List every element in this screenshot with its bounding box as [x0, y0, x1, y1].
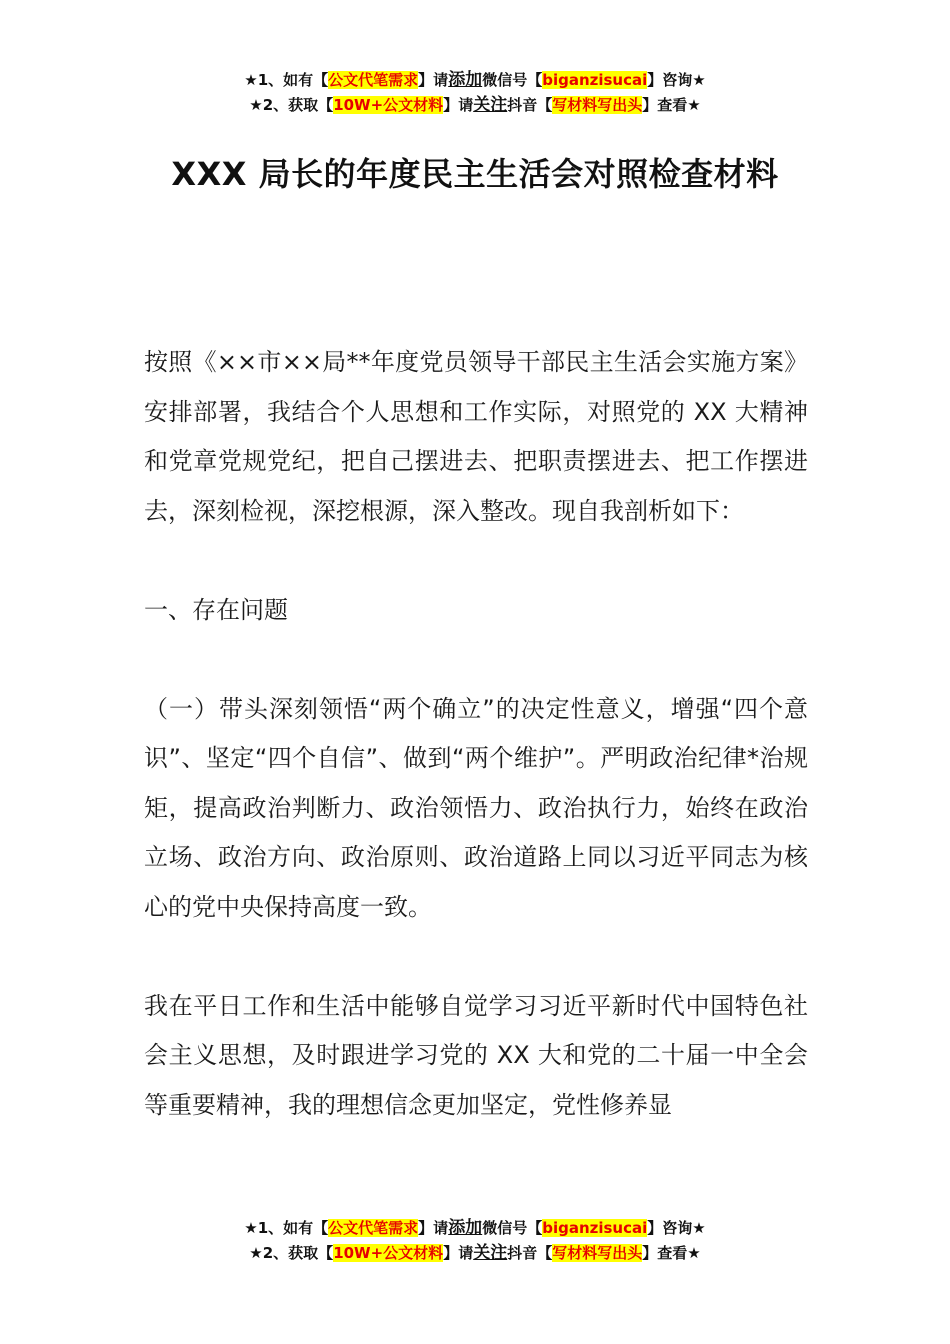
paragraph-item-1: （一）带头深刻领悟“两个确立”的决定性意义，增强“四个意识”、坚定“四个自信”、做到“两个维护”。严明政治纪律*治规矩，提高政治判断力、政治领悟力、政治执行力，始终在政治立场、政治方向、政治原则、政治道路上同以习近平同志为核心的党中央保持高度一致。	[144, 694, 808, 921]
footer-line-2-highlight-materials: 10W+公文材料	[333, 1244, 444, 1262]
notice-line-1	[0, 68, 950, 93]
paragraph-intro: 按照《××市××局**年度党员领导干部民主生活会实施方案》安排部署，我结合个人思想和工作实际，对照党的 XX 大精神和党章党规党纪，把自己摆进去、把职责摆进去、把工作摆进去，深刻检视，深挖根源，深入整改。现自我剖析如下：	[144, 348, 808, 525]
footer-line-2-highlight-douyin: 写材料写出头	[552, 1244, 643, 1262]
footer-line-2-suffix: 】查看★	[642, 1244, 701, 1262]
notice-line-2-emphasis: 关注	[473, 95, 508, 115]
document-body	[144, 338, 808, 1180]
footer-line-2-emphasis: 关注	[473, 1243, 508, 1263]
notice-line-2	[0, 93, 950, 118]
footer-line-1-suffix: 】咨询★	[647, 1219, 706, 1237]
footer-line-1-prefix: ★1、如有【	[244, 1219, 329, 1237]
paragraph-self-review: 我在平日工作和生活中能够自觉学习习近平新时代中国特色社会主义思想，及时跟进学习党的 XX 大和党的二十届一中全会等重要精神，我的理想信念更加坚定，党性修养显	[144, 991, 808, 1119]
document-title: XXX 局长的年度民主生活会对照检查材料	[171, 155, 779, 193]
notice-line-1-mid2: 微信号【	[482, 71, 543, 89]
section-heading-problems: 一、存在问题	[144, 595, 288, 624]
notice-line-1-mid: 】请	[418, 71, 449, 89]
notice-line-1-suffix: 】咨询★	[647, 71, 706, 89]
notice-line-1-emphasis: 添加	[448, 70, 483, 90]
notice-line-2-highlight-materials: 10W+公文材料	[333, 96, 444, 114]
notice-line-2-mid2: 抖音【	[507, 96, 553, 114]
footer-line-2-prefix: ★2、获取【	[249, 1244, 334, 1262]
footer-line-1-highlight-service: 公文代笔需求	[328, 1219, 419, 1237]
footer-line-1-highlight-wechat: biganzisucai	[542, 1219, 648, 1237]
notice-line-1-highlight-wechat: biganzisucai	[542, 71, 648, 89]
footer-notice-line-1	[0, 1216, 950, 1241]
notice-line-1-highlight-service: 公文代笔需求	[328, 71, 419, 89]
footer-line-2-mid: 】请	[443, 1244, 474, 1262]
notice-line-2-suffix: 】查看★	[642, 96, 701, 114]
footer-notice	[0, 1216, 950, 1266]
notice-line-1-prefix: ★1、如有【	[244, 71, 329, 89]
notice-line-2-mid: 】请	[443, 96, 474, 114]
footer-line-1-emphasis: 添加	[448, 1218, 483, 1238]
header-notice	[0, 68, 950, 118]
footer-line-1-mid2: 微信号【	[482, 1219, 543, 1237]
notice-line-2-highlight-douyin: 写材料写出头	[552, 96, 643, 114]
notice-line-2-prefix: ★2、获取【	[249, 96, 334, 114]
footer-line-1-mid: 】请	[418, 1219, 449, 1237]
footer-notice-line-2	[0, 1241, 950, 1266]
footer-line-2-mid2: 抖音【	[507, 1244, 553, 1262]
